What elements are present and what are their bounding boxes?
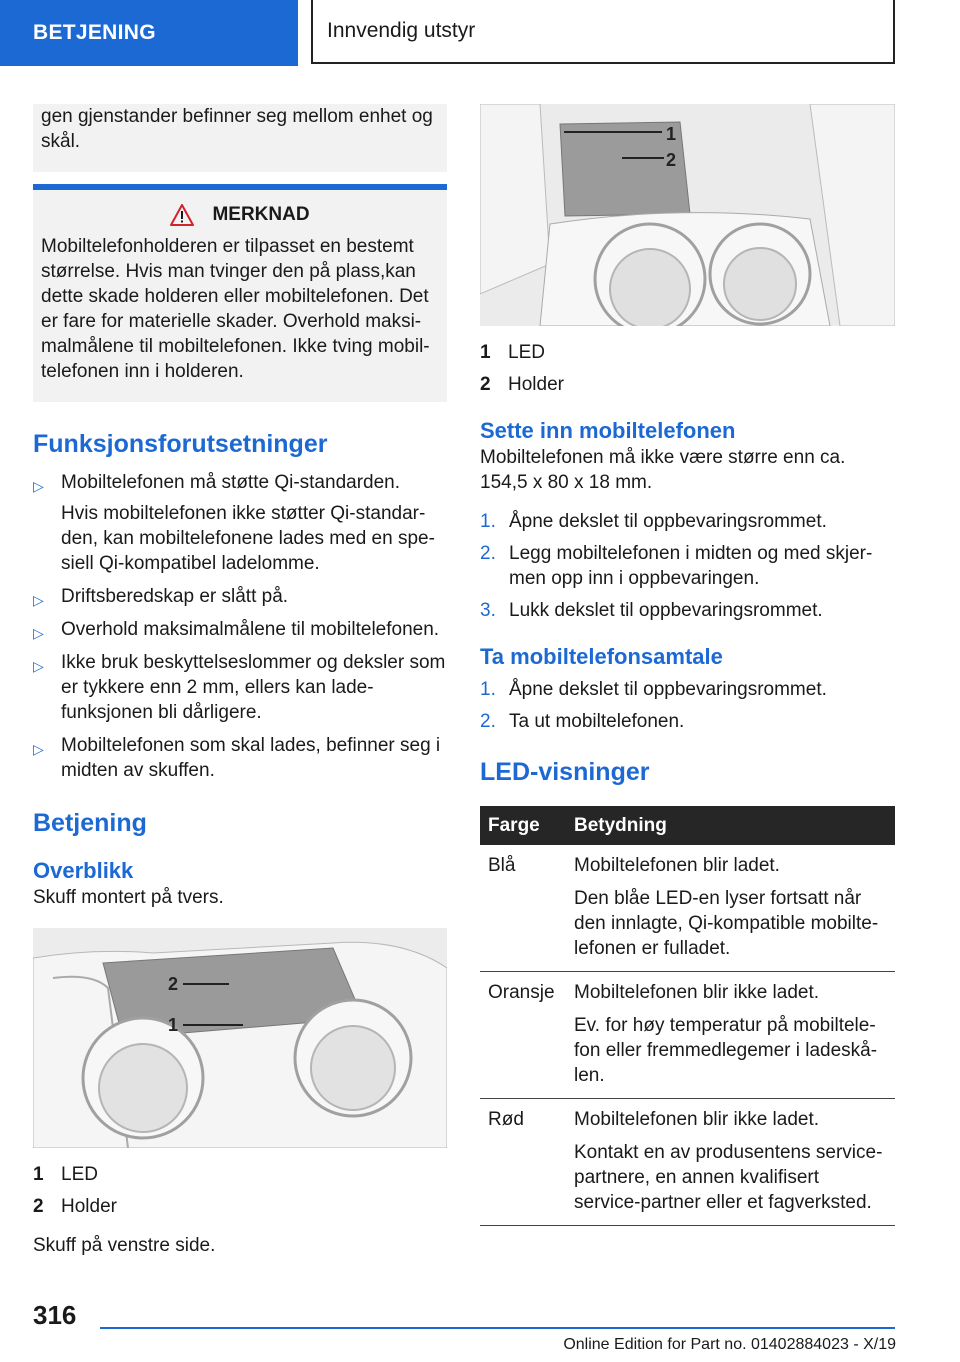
chapter-title: Innvendig utstyr bbox=[311, 0, 895, 64]
tray-left-image bbox=[480, 104, 895, 326]
list-item: ▷ Ikke bruk beskyttelseslommer og deksler som er tykkere enn 2 mm, ellers kan lade-funksjonen bli dårligere. bbox=[33, 652, 446, 723]
list-item: ▷ Driftsberedskap er slått på. bbox=[33, 584, 447, 609]
list-item: ▷ Overhold maksimalmålene til mobiltelefonen. bbox=[33, 617, 447, 642]
note-heading bbox=[41, 204, 439, 226]
prereq-list bbox=[33, 470, 447, 783]
operation-heading: Betjening bbox=[33, 809, 147, 837]
insert-heading: Sette inn mobiltelefonen bbox=[480, 418, 736, 443]
edition-text: Online Edition for Part no. 01402884023 - X/19 bbox=[563, 1336, 896, 1353]
color-cell: Rød bbox=[480, 1099, 566, 1226]
list-item: 2. Ta ut mobiltelefonen. bbox=[480, 711, 685, 732]
insert-text: Mobiltelefonen må ikke være større enn ca. 154,5 x 80 x 18 mm. bbox=[480, 447, 846, 493]
table-header-row bbox=[480, 806, 895, 845]
column-header: Betydning bbox=[566, 806, 895, 845]
triangle-bullet-icon: ▷ bbox=[33, 592, 44, 608]
legend-item: 2 Holder bbox=[33, 1196, 117, 1217]
table-row bbox=[480, 845, 895, 972]
list-item: 2. Legg mobiltelefonen i midten og med skjer-men opp inn i oppbevaringen. bbox=[480, 543, 873, 589]
note-title: MERKNAD bbox=[212, 204, 310, 225]
color-cell: Blå bbox=[480, 845, 566, 972]
prereq-heading: Funksjonsforutsetninger bbox=[33, 430, 328, 458]
legend-item: 2 Holder bbox=[480, 374, 564, 395]
color-cell: Oransje bbox=[480, 972, 566, 1099]
take-heading: Ta mobiltelefonsamtale bbox=[480, 644, 723, 669]
take-steps bbox=[480, 677, 895, 734]
column-header: Farge bbox=[480, 806, 566, 845]
meaning-cell: Mobiltelefonen blir ladet. Den blåe LED-en lyser fortsatt når den innlagte, Qi-kompatible mobilte-lefonen er fulladet. bbox=[566, 845, 895, 972]
page-number: 316 bbox=[33, 1300, 77, 1330]
list-item: 1. Åpne dekslet til oppbevaringsrommet. bbox=[480, 511, 827, 532]
tray-illustration bbox=[33, 928, 447, 1148]
section-title: BETJENING bbox=[0, 0, 298, 66]
after-text: Skuff på venstre side. bbox=[33, 1235, 216, 1256]
note-text: Mobiltelefonholderen er tilpasset en bestemt størrelse. Hvis man tvinger den på plass,kan dette skade holderen eller mobiltelefonen. Det er fare for materielle skader. Overhold maksi-malmålene til mobiltelefonen. Ikke tving mobil-telefonen inn i holderen. bbox=[41, 236, 430, 382]
callout-label: 2 bbox=[666, 150, 677, 170]
table-row bbox=[480, 1099, 895, 1226]
tray-illustration bbox=[480, 104, 895, 326]
led-table bbox=[480, 806, 895, 1226]
meaning-cell: Mobiltelefonen blir ikke ladet. Kontakt en av produsentens service-partnere, en annen kvalifisert service-partner eller et fagverksted. bbox=[566, 1099, 895, 1226]
tray-transverse-image bbox=[33, 928, 447, 1148]
page-header bbox=[0, 0, 960, 66]
figure-legend bbox=[33, 1162, 447, 1219]
led-heading: LED-visninger bbox=[480, 758, 650, 786]
callout-label: 1 bbox=[666, 124, 677, 144]
callout-label: 2 bbox=[168, 974, 179, 994]
callout-label: 1 bbox=[168, 1015, 179, 1035]
overview-text: Skuff montert på tvers. bbox=[33, 887, 224, 908]
triangle-bullet-icon: ▷ bbox=[33, 658, 44, 674]
list-item: ▷ Mobiltelefonen som skal lades, befinner seg i midten av skuffen. bbox=[33, 735, 441, 781]
intro-box bbox=[33, 104, 447, 172]
triangle-bullet-icon: ▷ bbox=[33, 625, 44, 641]
left-column bbox=[33, 104, 447, 1258]
overview-heading: Overblikk bbox=[33, 858, 134, 883]
insert-steps bbox=[480, 509, 895, 623]
meaning-cell: Mobiltelefonen blir ikke ladet. Ev. for høy temperatur på mobiltele-fon eller fremmedlegemer i ladeskå-len. bbox=[566, 972, 895, 1099]
right-column bbox=[480, 104, 895, 1226]
list-item: 1. Åpne dekslet til oppbevaringsrommet. bbox=[480, 679, 827, 700]
list-item: ▷ Mobiltelefonen må støtte Qi-standarden. Hvis mobiltelefonen ikke støtter Qi-standar-den, kan mobiltelefonene lades med en spe-siell Qi-kompatibel ladelomme. bbox=[33, 472, 435, 574]
triangle-bullet-icon: ▷ bbox=[33, 478, 44, 494]
intro-text: gen gjenstander befinner seg mellom enhet og skål. bbox=[41, 106, 433, 152]
figure-legend bbox=[480, 340, 895, 397]
legend-item: 1 LED bbox=[33, 1164, 98, 1185]
note-box bbox=[33, 184, 447, 402]
legend-item: 1 LED bbox=[480, 342, 545, 363]
list-item: 3. Lukk dekslet til oppbevaringsrommet. bbox=[480, 600, 823, 621]
triangle-bullet-icon: ▷ bbox=[33, 741, 44, 757]
warning-icon bbox=[170, 204, 194, 226]
table-row bbox=[480, 972, 895, 1099]
footer-divider bbox=[100, 1327, 895, 1329]
